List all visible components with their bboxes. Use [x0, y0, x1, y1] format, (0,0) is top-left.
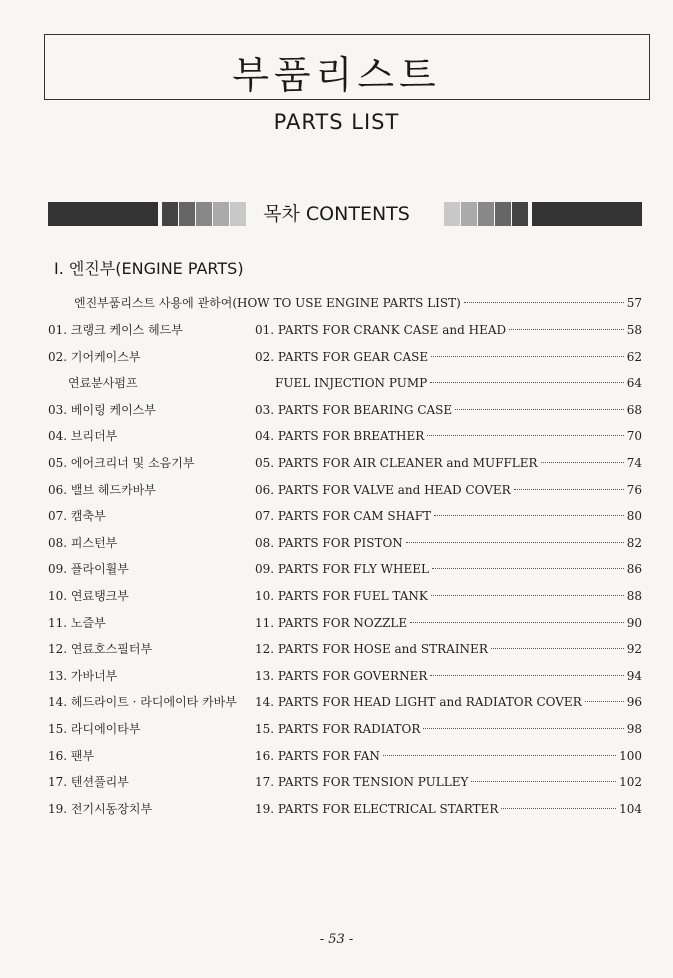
toc-row — [48, 773, 642, 791]
page-number: 98 — [626, 722, 642, 736]
leader-dots — [455, 409, 624, 410]
toc-row — [48, 560, 642, 578]
toc-korean-label: 10. 연료탱크부 — [48, 589, 129, 603]
page-number: 94 — [626, 668, 642, 683]
leader-dots — [464, 302, 624, 303]
toc-korean-label: 02. 기어케이스부 — [48, 349, 141, 364]
toc-english-label: 11. PARTS FOR NOZZLE — [255, 615, 408, 630]
toc-english-label: 12. PARTS FOR HOSE and STRAINER — [255, 642, 488, 657]
page-footer: - 53 - — [319, 932, 354, 947]
leader-dots — [509, 329, 624, 330]
toc-row — [48, 667, 642, 685]
page-title-korean: 부품리스트 — [232, 53, 441, 97]
intro-entry — [74, 294, 642, 312]
leader-dots — [431, 356, 624, 357]
toc-korean-label: 05. 에어크리너 및 소음기부 — [48, 456, 195, 470]
toc-english-label: 01. PARTS FOR CRANK CASE and HEAD — [255, 323, 507, 337]
page-number: 58 — [626, 323, 642, 337]
toc-english-label: 05. PARTS FOR AIR CLEANER and MUFFLER — [255, 456, 538, 470]
page-number: 104 — [619, 801, 642, 816]
page-number: 86 — [626, 562, 642, 577]
toc-korean-label: 17. 텐션풀리부 — [48, 775, 129, 790]
contents-heading: 목차 CONTENTS — [263, 203, 410, 225]
leader-dots — [406, 542, 624, 543]
toc-english-label: 06. PARTS FOR VALVE and HEAD COVER — [255, 482, 511, 497]
leader-dots — [430, 382, 624, 383]
toc-english-label: 03. PARTS FOR BEARING CASE — [255, 402, 453, 417]
leader-dots — [514, 489, 624, 490]
toc-english-label: 17. PARTS FOR TENSION PULLEY — [255, 775, 469, 790]
page-number: 70 — [626, 429, 642, 444]
toc-row — [48, 427, 642, 445]
toc-row — [48, 401, 642, 419]
page-number: 102 — [619, 775, 642, 790]
leader-dots — [432, 568, 624, 569]
page-number: 74 — [626, 456, 642, 470]
section-heading: Ⅰ. 엔진부(ENGINE PARTS) — [54, 259, 244, 278]
leader-dots — [541, 462, 624, 463]
toc-row — [48, 747, 642, 765]
page-number: 76 — [626, 482, 642, 497]
toc-row — [48, 800, 642, 818]
leader-dots — [423, 728, 623, 729]
page-number: 96 — [626, 695, 642, 710]
toc-korean-label: 14. 헤드라이트 · 라디에이타 카바부 — [48, 695, 237, 710]
toc-korean-label: 03. 베이링 케이스부 — [48, 402, 156, 417]
toc-english-label: 07. PARTS FOR CAM SHAFT — [255, 509, 432, 524]
toc-korean-label: 19. 전기시동장치부 — [48, 801, 153, 816]
leader-dots — [501, 808, 616, 809]
page-title-english: PARTS LIST — [273, 110, 400, 134]
toc-english-label: 04. PARTS FOR BREATHER — [255, 429, 425, 444]
toc-row — [48, 454, 642, 472]
toc-korean-label: 04. 브리더부 — [48, 429, 118, 444]
toc-row — [48, 481, 642, 499]
page-number: 90 — [626, 615, 642, 630]
intro-label: 엔진부품리스트 사용에 관하여(HOW TO USE ENGINE PARTS LIST) — [74, 296, 461, 310]
toc-english-label: 19. PARTS FOR ELECTRICAL STARTER — [255, 801, 499, 816]
toc-english-label: 14. PARTS FOR HEAD LIGHT and RADIATOR COVER — [255, 695, 582, 710]
toc-english-label: 13. PARTS FOR GOVERNER — [255, 668, 428, 683]
leader-dots — [431, 595, 624, 596]
page-number: 57 — [626, 296, 642, 310]
page-number: 80 — [626, 509, 642, 524]
leader-dots — [491, 648, 624, 649]
toc-korean-label: 09. 플라이휠부 — [48, 562, 129, 577]
toc-row — [48, 587, 642, 605]
toc-row — [48, 640, 642, 658]
leader-dots — [434, 515, 624, 516]
toc-korean-label: 12. 연료호스필터부 — [48, 642, 153, 657]
toc-korean-label: 07. 캠축부 — [48, 509, 106, 524]
page-number: 68 — [626, 402, 642, 417]
toc-row — [48, 693, 642, 711]
toc-english-label: 08. PARTS FOR PISTON — [255, 535, 403, 550]
toc-korean-label: 08. 피스턴부 — [48, 535, 118, 550]
toc-english-label: 16. PARTS FOR FAN — [255, 748, 380, 763]
toc-english-label: 09. PARTS FOR FLY WHEEL — [255, 562, 429, 577]
toc-korean-label: 01. 크랭크 케이스 헤드부 — [48, 323, 183, 337]
toc-korean-label: 16. 팬부 — [48, 748, 95, 763]
page-number: 100 — [619, 748, 642, 763]
toc-korean-label: 06. 밸브 헤드카바부 — [48, 482, 156, 497]
toc-row — [48, 534, 642, 552]
toc-english-label: 15. PARTS FOR RADIATOR — [255, 722, 421, 736]
toc-row — [48, 348, 642, 366]
toc-korean-label: 13. 가바너부 — [48, 668, 118, 683]
leader-dots — [430, 675, 623, 676]
leader-dots — [383, 755, 616, 756]
toc-english-label: 10. PARTS FOR FUEL TANK — [255, 589, 428, 603]
page-number: 92 — [626, 642, 642, 657]
page-number: 62 — [626, 349, 642, 364]
toc-korean-label: 연료분사펌프 — [68, 376, 138, 391]
page-number: 82 — [626, 535, 642, 550]
page-number: 64 — [626, 376, 642, 391]
toc-korean-label: 15. 라디에이타부 — [48, 722, 141, 736]
leader-dots — [585, 701, 624, 702]
toc-row — [48, 720, 642, 738]
page-number: 88 — [626, 589, 642, 603]
toc-row — [48, 614, 642, 632]
leader-dots — [471, 781, 616, 782]
leader-dots — [410, 622, 624, 623]
leader-dots — [427, 435, 623, 436]
toc-row — [48, 507, 642, 525]
toc-english-label: FUEL INJECTION PUMP — [275, 376, 428, 391]
toc-row — [48, 374, 642, 392]
toc-row — [48, 321, 642, 339]
toc-english-label: 02. PARTS FOR GEAR CASE — [255, 349, 429, 364]
toc-korean-label: 11. 노즐부 — [48, 615, 106, 630]
